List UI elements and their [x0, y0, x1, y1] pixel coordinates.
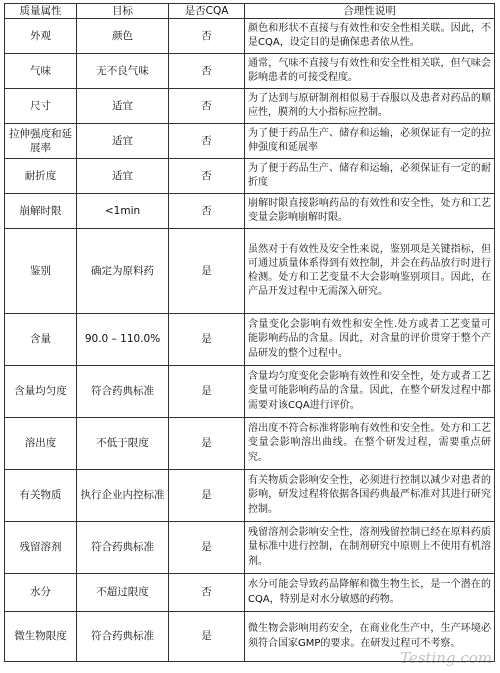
attr-cell: 崩解时限 [5, 194, 77, 229]
table-row [5, 522, 495, 574]
table-row [5, 159, 495, 194]
header-target: 目标 [77, 4, 169, 19]
table-row [5, 124, 495, 159]
reason-cell: 含量变化会影响有效性和安全性.处方或者工艺变量可能影响药品的含量。因此，对含量的评价贯穿于整个产品研发的整个过程中。 [245, 314, 495, 366]
target-cell: 90.0 – 110.0% [77, 314, 169, 366]
reason-cell: 为了便于药品生产、储存和运输，必须保证有一定的拉伸强度和延展率 [245, 124, 495, 159]
attr-cell: 尺寸 [5, 89, 77, 124]
reason-cell: 含量均匀度变化会影响有效性和安全性，处方或者工艺变量可能影响药品的含量。因此，在整个研发过程中都需要对该CQA进行评价。 [245, 366, 495, 418]
target-cell: 适宜 [77, 159, 169, 194]
target-cell: 符合药典标准 [77, 522, 169, 574]
target-cell: 不低于限度 [77, 418, 169, 470]
cqa-cell: 否 [169, 124, 245, 159]
attr-cell: 有关物质 [5, 470, 77, 522]
reason-cell: 为了便于药品生产、储存和运输，必须保证有一定的耐折度 [245, 159, 495, 194]
cqa-cell: 否 [169, 19, 245, 54]
table-row [5, 574, 495, 612]
table-row [5, 314, 495, 366]
cqa-cell: 否 [169, 54, 245, 89]
target-cell: 确定为原料药 [77, 229, 169, 314]
reason-cell: 为了达到与原研制剂相似易于吞服以及患者对药品的顺应性，膜剂的大小指标应控制。 [245, 89, 495, 124]
cqa-cell: 否 [169, 89, 245, 124]
cqa-cell: 是 [169, 418, 245, 470]
attr-cell: 外观 [5, 19, 77, 54]
cqa-cell: 是 [169, 522, 245, 574]
table-row [5, 366, 495, 418]
table-row [5, 54, 495, 89]
cqa-cell: 是 [169, 229, 245, 314]
reason-cell: 微生物会影响用药安全，在商业化生产中，生产环境必须符合国家GMP的要求。在研发过程可不考察。 [245, 612, 495, 662]
table-row [5, 194, 495, 229]
reason-cell: 有关物质会影响安全性，必须进行控制以减少对患者的影响，研发过程将依据各国药典最严标准对其进行研究控制。 [245, 470, 495, 522]
cqa-cell: 是 [169, 366, 245, 418]
target-cell: 执行企业内控标准 [77, 470, 169, 522]
attr-cell: 含量均匀度 [5, 366, 77, 418]
table-row [5, 19, 495, 54]
target-cell: 适宜 [77, 124, 169, 159]
attr-cell: 微生物限度 [5, 612, 77, 662]
header-reason: 合理性说明 [245, 4, 495, 19]
target-cell: 符合药典标准 [77, 366, 169, 418]
attr-cell: 气味 [5, 54, 77, 89]
reason-cell: 溶出度不符合标准将影响有效性和安全性。处方和工艺变量会影响溶出曲线。在整个研发过程，需要重点研究。 [245, 418, 495, 470]
target-cell: 无不良气味 [77, 54, 169, 89]
table-row [5, 89, 495, 124]
attr-cell: 水分 [5, 574, 77, 612]
table-row [5, 418, 495, 470]
table-row [5, 470, 495, 522]
target-cell: 不超过限度 [77, 574, 169, 612]
reason-cell: 通常，气味不直接与有效性和安全性相关联，但气味会影响患者的可接受程度。 [245, 54, 495, 89]
cqa-cell: 否 [169, 194, 245, 229]
reason-cell: 水分可能会导致药品降解和微生物生长，是一个潜在的CQA，特别是对水分敏感的药物。 [245, 574, 495, 612]
cqa-cell: 是 [169, 314, 245, 366]
table-header-row [5, 4, 495, 19]
target-cell: 适宜 [77, 89, 169, 124]
target-cell: 符合药典标准 [77, 612, 169, 662]
attr-cell: 含量 [5, 314, 77, 366]
target-cell: <1min [77, 194, 169, 229]
reason-cell: 虽然对于有效性及安全性来说，鉴别项是关键指标，但可通过质量体系得到有效控制，并会在药品放行时进行检测。处方和工艺变量不大会影响鉴别项目。因此，在产品开发过程中无需深入研究。 [245, 229, 495, 314]
header-cqa: 是否CQA [169, 4, 245, 19]
attr-cell: 残留溶剂 [5, 522, 77, 574]
attr-cell: 拉伸强度和延展率 [5, 124, 77, 159]
reason-cell: 残留溶剂会影响安全性，溶剂残留控制已经在原料药质量标准中进行控制，在制剂研究中原则上不使用有机溶剂。 [245, 522, 495, 574]
reason-cell: 颜色和形状不直接与有效性和安全性相关联。因此，不是CQA，设定目的是确保患者依从性。 [245, 19, 495, 54]
cqa-table [4, 3, 495, 662]
cqa-cell: 是 [169, 612, 245, 662]
cqa-cell: 否 [169, 159, 245, 194]
watermark: Testing.com [400, 649, 492, 667]
attr-cell: 耐折度 [5, 159, 77, 194]
table-row [5, 229, 495, 314]
header-attr: 质量属性 [5, 4, 77, 19]
reason-cell: 崩解时限直接影响药品的有效性和安全性，处方和工艺变量会影响崩解时限。 [245, 194, 495, 229]
attr-cell: 鉴别 [5, 229, 77, 314]
cqa-cell: 是 [169, 470, 245, 522]
target-cell: 颜色 [77, 19, 169, 54]
cqa-cell: 否 [169, 574, 245, 612]
attr-cell: 溶出度 [5, 418, 77, 470]
